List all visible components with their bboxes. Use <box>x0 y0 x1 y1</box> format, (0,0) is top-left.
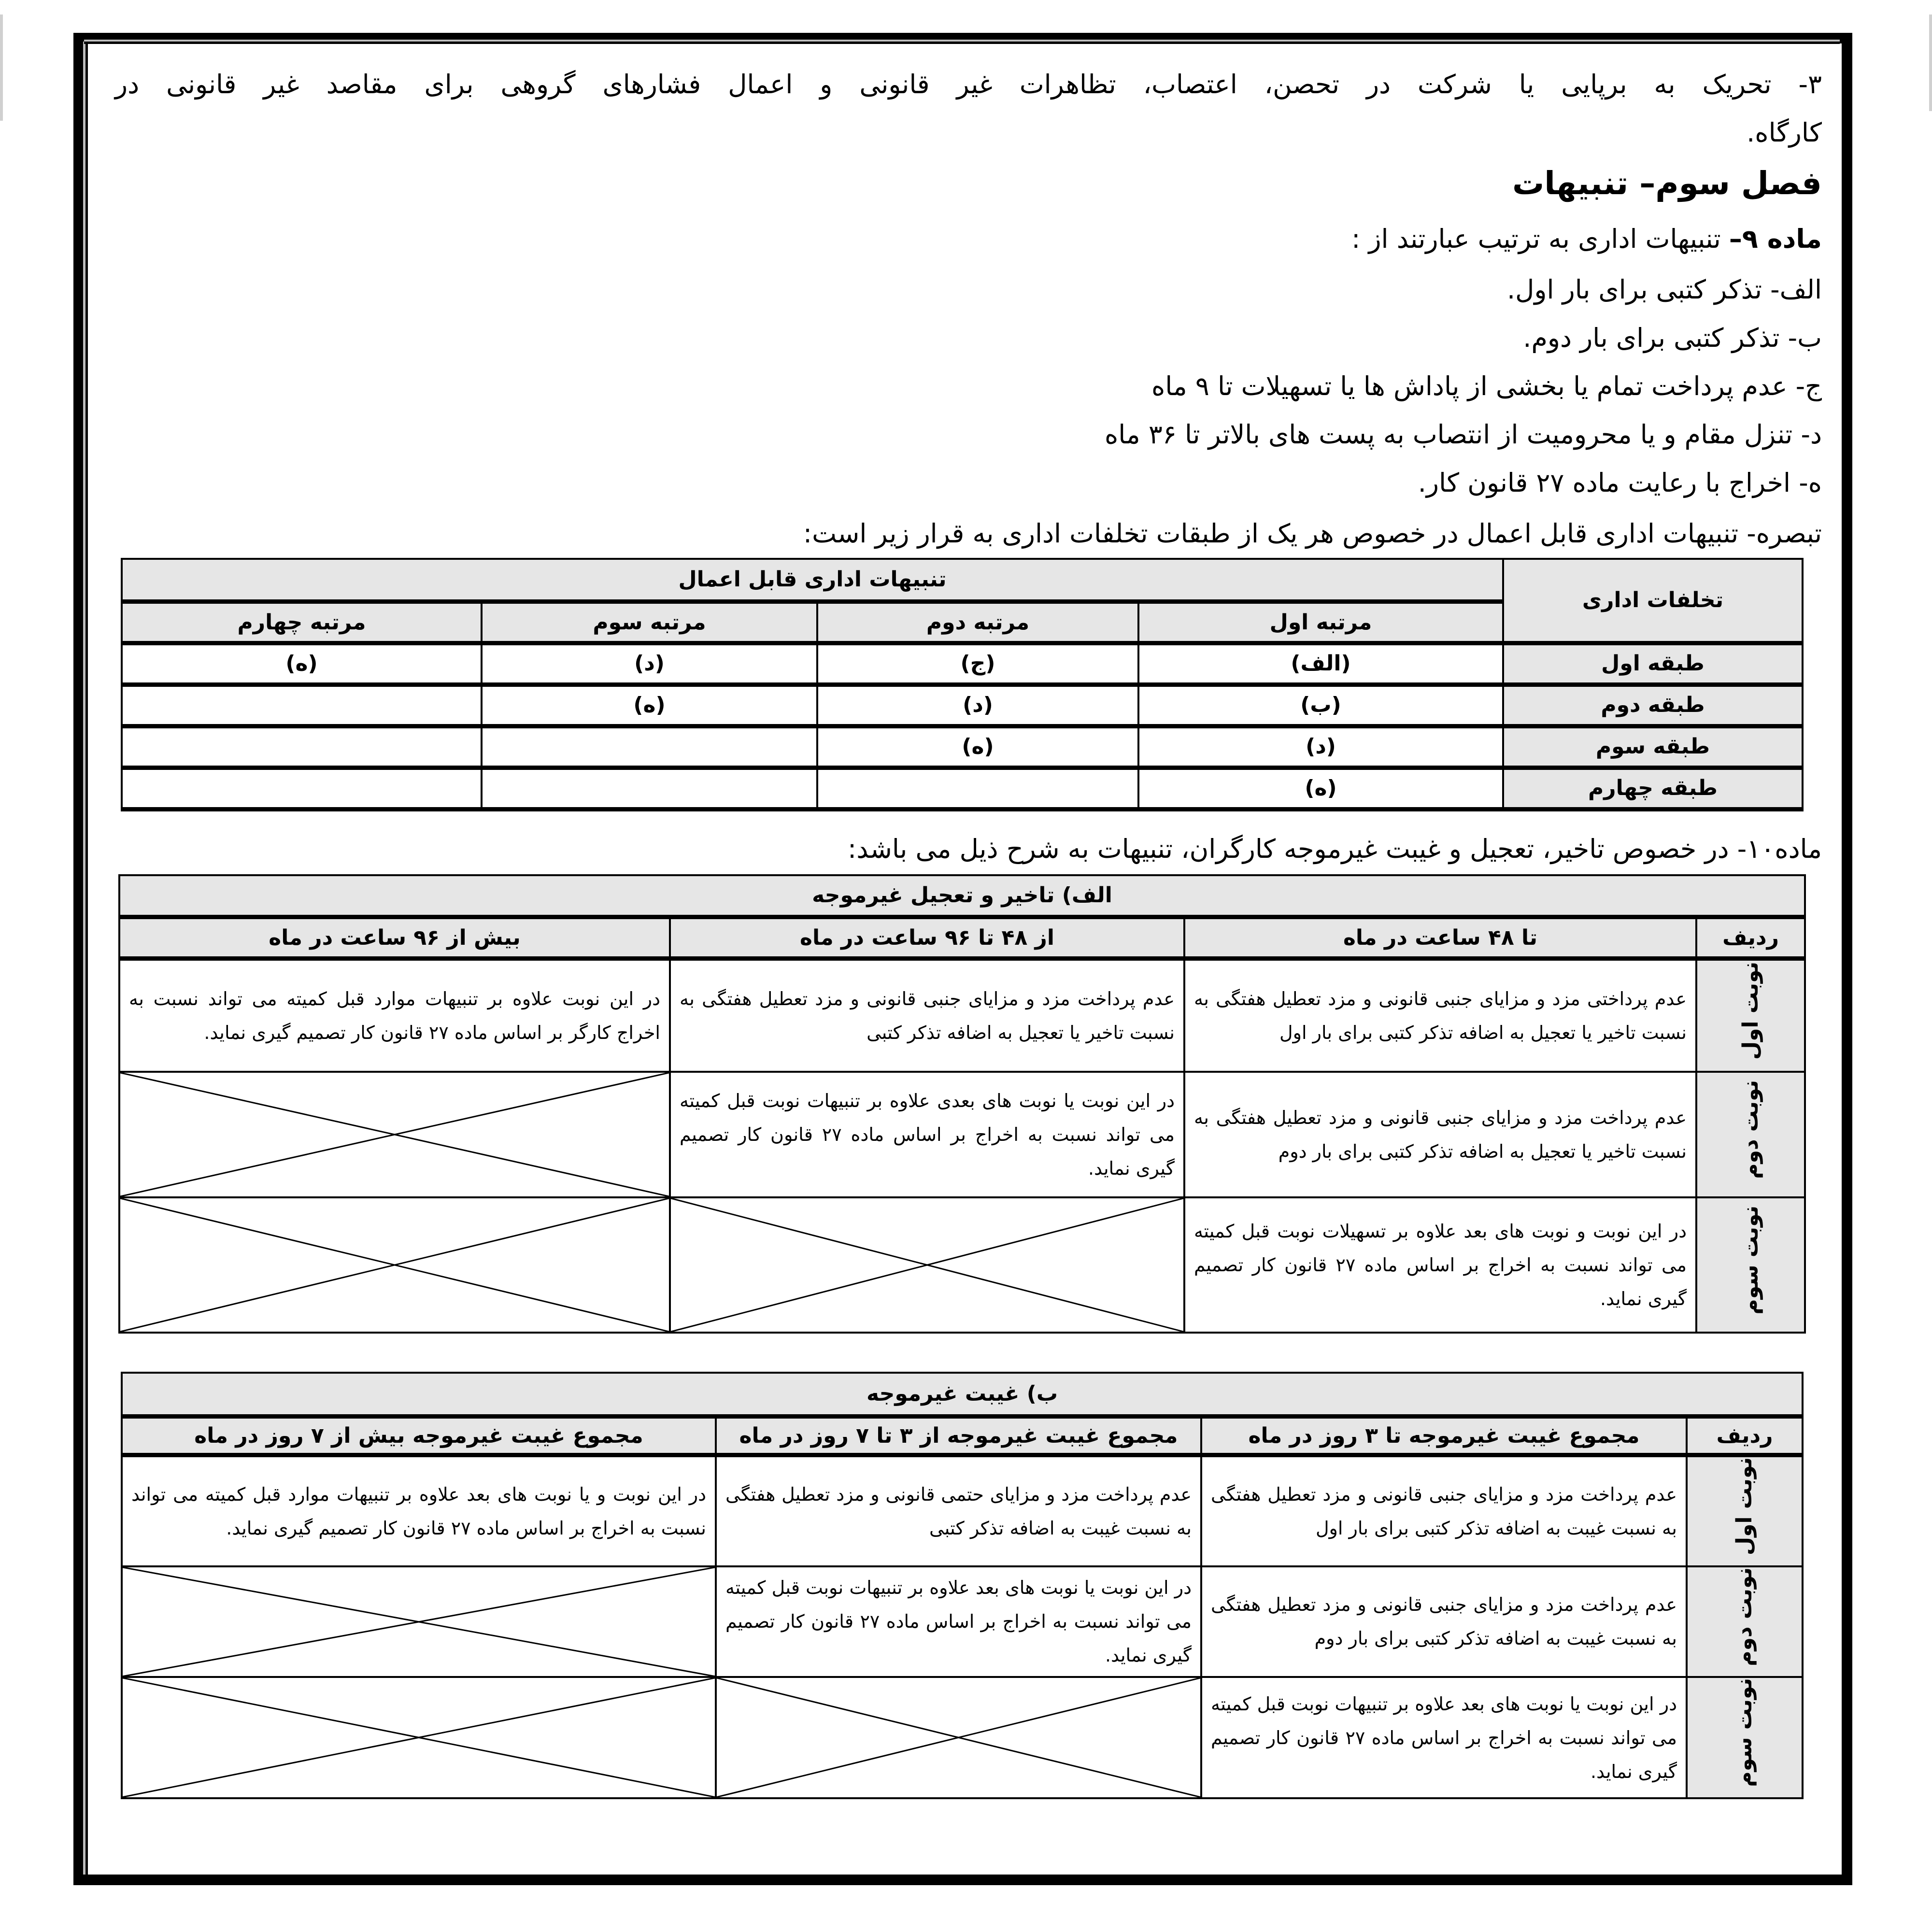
table3-row-label-text: نوبت دوم <box>1732 1567 1757 1666</box>
table1-cell: (د) <box>817 684 1138 726</box>
table1-col-header: مرتبه دوم <box>817 601 1138 643</box>
table-row <box>119 1197 1805 1333</box>
article9-note: تبصره- تنبیهات اداری قابل اعمال در خصوص هر یک از طبقات تخلفات اداری به قرار زیر است: <box>803 518 1822 549</box>
table1-row-label: طبقه چهارم <box>1503 767 1803 809</box>
page-border-inner-left <box>85 42 88 1875</box>
table3-crossed-cell <box>122 1566 716 1677</box>
table1-cell <box>482 767 817 809</box>
table2-crossed-cell <box>119 1072 670 1197</box>
table3-cell: عدم پرداخت مزد و مزایای جنبی قانونی و مزد تعطیل هفتگی به نسبت غیبت به اضافه تذکر کتبی برای بار اول <box>1201 1455 1687 1566</box>
table2-cell: در این نوبت یا نوبت های بعدی علاوه بر تنبیهات نوبت قبل کمیته می تواند نسبت به اخراج بر اساس ماده ۲۷ قانون کار تصمیم گیری نماید. <box>670 1072 1184 1197</box>
table3-cell: عدم پرداخت مزد و مزایای جنبی قانونی و مزد تعطیل هفتگی به نسبت غیبت به اضافه تذکر کتبی برای بار دوم <box>1201 1566 1687 1677</box>
article9-label: ماده ۹– <box>1729 224 1822 254</box>
table2-cell: عدم پرداختی مزد و مزایای جنبی قانونی و مزد تعطیل هفتگی به نسبت تاخیر یا تعجیل به اضافه تذکر کتبی برای بار اول <box>1184 958 1696 1072</box>
table2-col-header: از ۴۸ تا ۹۶ ساعت در ماه <box>670 917 1184 958</box>
table1-cell: (د) <box>1138 726 1503 767</box>
cross-out-icon <box>123 1678 715 1797</box>
table1-cell: (ه) <box>817 726 1138 767</box>
cross-out-icon <box>671 1198 1183 1332</box>
table1-col-header: مرتبه سوم <box>482 601 817 643</box>
absence-table <box>121 1372 1804 1799</box>
cross-out-icon <box>120 1073 669 1196</box>
table3-crossed-cell <box>122 1677 716 1798</box>
article9-intro <box>1351 220 1822 258</box>
table2-title: الف) تاخیر و تعجیل غیرموجه <box>119 875 1805 917</box>
table3-row-label <box>1687 1455 1803 1566</box>
table1-cell: (ه) <box>482 684 817 726</box>
article9-item: ج- عدم پرداخت تمام یا بخشی از پاداش ها یا تسهیلات تا ۹ ماه <box>1151 371 1822 401</box>
table2-row-label <box>1696 1072 1805 1197</box>
item3-line1: ۳- تحریک به برپایی یا شرکت در تحصن، اعتصاب، تظاهرات غیر قانونی و اعمال فشارهای گروهی برای مقاصد غیر قانونی در <box>115 69 1822 99</box>
table1-group-header: تنبیهات اداری قابل اعمال <box>122 559 1503 601</box>
table1-cell: (ه) <box>122 643 482 684</box>
table-row <box>122 684 1803 726</box>
table1-row-label: طبقه دوم <box>1503 684 1803 726</box>
table2-cell: عدم پرداخت مزد و مزایای جنبی قانونی و مزد تعطیل هفتگی به نسبت تاخیر یا تعجیل به اضافه تذکر کتبی <box>670 958 1184 1072</box>
table1-cell <box>482 726 817 767</box>
table-row <box>119 1072 1805 1197</box>
article9-item: الف- تذکر کتبی برای بار اول. <box>1507 274 1822 305</box>
table2-col-header: ردیف <box>1696 917 1805 958</box>
table2-cell: عدم پرداخت مزد و مزایای جنبی قانونی و مزد تعطیل هفتگی به نسبت تاخیر یا تعجیل به اضافه تذکر کتبی برای بار دوم <box>1184 1072 1696 1197</box>
table3-col-header: مجموع غیبت غیرموجه تا ۳ روز در ماه <box>1201 1416 1687 1455</box>
table3-col-header: مجموع غیبت غیرموجه بیش از ۷ روز در ماه <box>122 1416 716 1455</box>
cross-out-icon <box>120 1198 669 1332</box>
table2-col-header: بیش از ۹۶ ساعت در ماه <box>119 917 670 958</box>
table3-col-header: مجموع غیبت غیرموجه از ۳ تا ۷ روز در ماه <box>716 1416 1201 1455</box>
table2-crossed-cell <box>670 1197 1184 1333</box>
table-row <box>122 643 1803 684</box>
table2-cell: در این نوبت و نوبت های بعد علاوه بر تسهیلات نوبت قبل کمیته می تواند نسبت به اخراج بر اساس ماده ۲۷ قانون کار تصمیم گیری نماید. <box>1184 1197 1696 1333</box>
table3-row-label-text: نوبت اول <box>1732 1457 1757 1555</box>
table-row <box>122 767 1803 809</box>
table1-row-label: طبقه سوم <box>1503 726 1803 767</box>
table2-cell: در این نوبت علاوه بر تنبیهات موارد قبل کمیته می تواند نسبت به اخراج کارگر بر اساس ماده ۲۷ قانون کار تصمیم گیری نماید. <box>119 958 670 1072</box>
table1-cell: (الف) <box>1138 643 1503 684</box>
table1-cell <box>122 684 482 726</box>
article9-item: د- تنزل مقام و یا محرومیت از انتصاب به پست های بالاتر تا ۳۶ ماه <box>1105 419 1822 450</box>
penalty-classes-table <box>121 558 1804 811</box>
right-edge-strip <box>1929 14 1932 111</box>
table3-crossed-cell <box>716 1677 1201 1798</box>
table-row <box>122 726 1803 767</box>
item3-line2: کارگاه. <box>1747 117 1822 148</box>
left-edge-strip <box>0 14 3 121</box>
table3-cell: در این نوبت یا نوبت های بعد علاوه بر تنبیهات نوبت قبل کمیته می تواند نسبت به اخراج بر اساس ماده ۲۷ قانون کار تصمیم گیری نماید. <box>716 1566 1201 1677</box>
article9-item: ب- تذکر کتبی برای بار دوم. <box>1523 323 1822 353</box>
table-row <box>122 1455 1803 1566</box>
article9-item: ه- اخراج با رعایت ماده ۲۷ قانون کار. <box>1418 468 1822 498</box>
table1-cell: (ه) <box>1138 767 1503 809</box>
table-row <box>122 1566 1803 1677</box>
page-border-inner-top <box>84 42 1840 44</box>
table2-row-label <box>1696 958 1805 1072</box>
table3-cell: در این نوبت یا نوبت های بعد علاوه بر تنبیهات نوبت قبل کمیته می تواند نسبت به اخراج بر اساس ماده ۲۷ قانون کار تصمیم گیری نماید. <box>1201 1677 1687 1798</box>
table2-crossed-cell <box>119 1197 670 1333</box>
table1-cell <box>817 767 1138 809</box>
table1-cell <box>122 767 482 809</box>
table-row <box>119 958 1805 1072</box>
table2-row-label <box>1696 1197 1805 1333</box>
chapter-heading: فصل سوم– تنبیهات <box>1512 165 1822 202</box>
table-row <box>122 1677 1803 1798</box>
table3-row-label <box>1687 1677 1803 1798</box>
article10-text: ماده۱۰- در خصوص تاخیر، تعجیل و غیبت غیرموجه کارگران، تنبیهات به شرح ذیل می باشد: <box>848 834 1822 864</box>
article9-text: تنبیهات اداری به ترتیب عبارتند از : <box>1351 224 1729 254</box>
table1-col-header: مرتبه اول <box>1138 601 1503 643</box>
table3-title: ب) غیبت غیرموجه <box>122 1373 1803 1416</box>
table3-row-label <box>1687 1566 1803 1677</box>
table3-col-header: ردیف <box>1687 1416 1803 1455</box>
table1-row-label: طبقه اول <box>1503 643 1803 684</box>
table3-cell: در این نوبت و یا نوبت های بعد علاوه بر تنبیهات موارد قبل کمیته می تواند نسبت به اخراج بر اساس ماده ۲۷ قانون کار تصمیم گیری نماید. <box>122 1455 716 1566</box>
cross-out-icon <box>717 1678 1200 1797</box>
table1-col-header: مرتبه چهارم <box>122 601 482 643</box>
table2-row-label-text: نوبت اول <box>1738 961 1763 1060</box>
lateness-table <box>118 874 1806 1334</box>
cross-out-icon <box>123 1567 715 1676</box>
table1-corner-header: تخلفات اداری <box>1503 559 1803 643</box>
table1-cell: (ب) <box>1138 684 1503 726</box>
table2-col-header: تا ۴۸ ساعت در ماه <box>1184 917 1696 958</box>
table1-cell: (ج) <box>817 643 1138 684</box>
table3-row-label-text: نوبت سوم <box>1732 1678 1757 1787</box>
table2-row-label-text: نوبت دوم <box>1738 1080 1763 1179</box>
table1-cell: (د) <box>482 643 817 684</box>
table1-cell <box>122 726 482 767</box>
table2-row-label-text: نوبت سوم <box>1738 1205 1763 1315</box>
table3-cell: عدم پرداخت مزد و مزایای حتمی قانونی و مزد تعطیل هفتگی به نسبت غیبت به اضافه تذکر کتبی <box>716 1455 1201 1566</box>
